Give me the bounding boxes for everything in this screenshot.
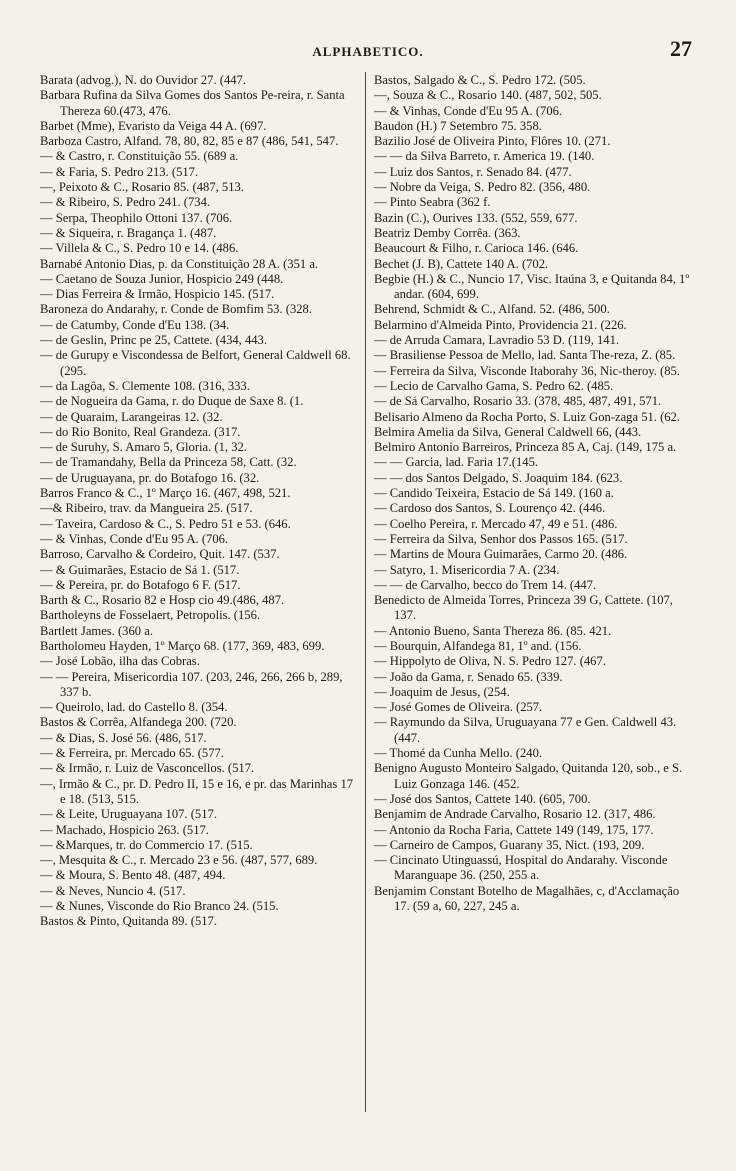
directory-entry: — de Suruhy, S. Amaro 5, Gloria. (1, 32. <box>40 440 247 455</box>
directory-entry: — & Vinhas, Conde d'Eu 95 A. (706. <box>40 531 229 546</box>
directory-entry: — &Marques, tr. do Commercio 17. (515. <box>40 837 253 852</box>
directory-entry: — José Gomes de Oliveira. (257. <box>374 700 543 715</box>
directory-entry: — de Uruguayana, pr. do Botafogo 16. (32. <box>40 470 260 485</box>
directory-entry: Bartholomeu Hayden, 1º Março 68. (177, 369, 483, 699. <box>40 638 325 653</box>
directory-entry: Bartlett James. (360 a. <box>40 623 153 638</box>
directory-entry: — & Moura, S. Bento 48. (487, 494. <box>40 868 226 883</box>
directory-entry: — Pinto Seabra (362 f. <box>374 195 491 210</box>
running-title: ALPHABETICO. <box>312 44 424 59</box>
directory-entry: Barboza Castro, Alfand. 78, 80, 82, 85 e 87 (486, 541, 547. <box>40 134 339 149</box>
directory-entry: — João da Gama, r. Senado 65. (339. <box>374 669 563 684</box>
directory-entry: Belmira Amelia da Silva, General Caldwell 66, (443. <box>374 424 642 439</box>
directory-entry: — Antonio Bueno, Santa Thereza 86. (85. 421. <box>374 623 612 638</box>
directory-entry: —, Irmão & C., pr. D. Pedro II, 15 e 16, e pr. das Marinhas 17 e 18. (513, 515. <box>40 776 354 806</box>
directory-entry: —, Peixoto & C., Rosario 85. (487, 513. <box>40 180 244 195</box>
directory-entry: — de Nogueira da Gama, r. do Duque de Saxe 8. (1. <box>40 394 304 409</box>
directory-entry: Barbara Rufina da Silva Gomes dos Santos Pe-reira, r. Santa Thereza 60.(473, 476. <box>40 88 345 118</box>
directory-entry: — José dos Santos, Cattete 140. (605, 700. <box>374 791 591 806</box>
directory-entry: — de Arruda Camara, Lavradio 53 D. (119, 141. <box>374 333 620 348</box>
directory-entry: Barth & C., Rosario 82 e Hosp cio 49.(486, 487. <box>40 593 285 608</box>
directory-entry: — Caetano de Souza Junior, Hospicio 249 (448. <box>40 271 284 286</box>
directory-entry: — de Sá Carvalho, Rosario 33. (378, 485, 487, 491, 571. <box>374 394 662 409</box>
directory-entry: Bazin (C.), Ourives 133. (552, 559, 677. <box>374 210 578 225</box>
directory-entry: —, Souza & C., Rosario 140. (487, 502, 505. <box>374 88 602 103</box>
directory-entry: — Satyro, 1. Misericordia 7 A. (234. <box>374 562 560 577</box>
directory-entry: — & Irmão, r. Luiz de Vasconcellos. (517. <box>40 761 255 776</box>
directory-entry: — — dos Santos Delgado, S. Joaquim 184. (623. <box>374 470 623 485</box>
directory-entry: Benjamim Constant Botelho de Magalhães, c, d'Acclamação 17. (59 a, 60, 227, 245 a. <box>374 883 680 914</box>
directory-entry: — de Geslin, Princ pe 25, Cattete. (434, 443. <box>40 333 267 348</box>
directory-entry: — Serpa, Theophilo Ottoni 137. (706. <box>40 210 233 225</box>
directory-entry: — do Rio Bonito, Real Grandeza. (317. <box>40 424 241 439</box>
directory-entry: — Cardoso dos Santos, S. Lourenço 42. (446. <box>374 501 606 516</box>
directory-entry: — & Neves, Nuncio 4. (517. <box>40 883 186 898</box>
directory-entry: Bartholeyns de Fosselaert, Petropolis. (156. <box>40 608 261 623</box>
directory-entry: — Brasiliense Pessoa de Mello, lad. Santa The-reza, Z. (85. <box>374 348 676 363</box>
column-divider <box>365 72 366 1112</box>
directory-entry: Beaucourt & Filho, r. Carioca 146. (646. <box>374 241 579 256</box>
directory-entry: — de Tramandahy, Bella da Princeza 58, Catt. (32. <box>40 455 297 470</box>
directory-entry: — Antonio da Rocha Faria, Cattete 149 (149, 175, 177. <box>374 822 654 837</box>
directory-entry: Benigno Augusto Monteiro Salgado, Quitanda 120, sob., e S. Luiz Gonzaga 146. (452. <box>374 761 683 791</box>
directory-entry: Bazilio José de Oliveira Pinto, Flôres 10. (271. <box>374 134 611 149</box>
directory-entry: — & Vinhas, Conde d'Eu 95 A. (706. <box>374 103 563 118</box>
directory-entry: — — da Silva Barreto, r. America 19. (140. <box>374 149 595 164</box>
directory-entry: — & Castro, r. Constituição 55. (689 a. <box>40 149 239 164</box>
directory-entry: — & Nunes, Visconde do Rio Branco 24. (515. <box>40 899 279 914</box>
directory-entry: — Thomé da Cunha Mello. (240. <box>374 746 543 761</box>
directory-entry: Belarmino d'Almeida Pinto, Providencia 21. (226. <box>374 317 627 332</box>
directory-entry: — Dias Ferreira & Irmão, Hospicio 145. (517. <box>40 287 275 302</box>
directory-entry: Baudon (H.) 7 Setembro 75. 358. <box>374 118 542 133</box>
directory-entry: Belisario Almeno da Rocha Porto, S. Luiz Gon-zaga 51. (62. <box>374 409 681 424</box>
directory-entry: — Martins de Moura Guimarães, Carmo 20. (486. <box>374 547 628 562</box>
directory-entry: — Cincinato Utinguassú, Hospital do Andarahy. Visconde Maranguape 36. (250, 255 a. <box>374 853 668 883</box>
directory-entry: — Lecio de Carvalho Gama, S. Pedro 62. (485. <box>374 378 614 393</box>
directory-entry: Barros Franco & C., 1º Março 16. (467, 498, 521. <box>40 486 291 501</box>
directory-entry: — & Leite, Uruguayana 107. (517. <box>40 807 217 822</box>
directory-entry: Belmiro Antonio Barreiros, Princeza 85 A, Caj. (149, 175 a. <box>374 440 677 455</box>
directory-entry: — Queirolo, lad. do Castello 8. (354. <box>40 700 228 715</box>
directory-entry: — — Garcia, lad. Faria 17.(145. <box>374 455 539 470</box>
directory-entry: Benjamim de Andrade Carvalho, Rosario 12. (317, 486. <box>374 807 656 822</box>
directory-entry: — Ferreira da Silva, Senhor dos Passos 165. (517. <box>374 531 628 546</box>
directory-entry: — & Ferreira, pr. Mercado 65. (577. <box>40 746 224 761</box>
directory-entry: — Coelho Pereira, r. Mercado 47, 49 e 51. (486. <box>374 516 618 531</box>
directory-entry: Begbie (H.) & C., Nuncio 17, Visc. Itaúna 3, e Quitanda 84, 1º andar. (604, 699. <box>374 271 690 302</box>
directory-entry: — José Lobão, ilha das Cobras. <box>40 654 200 669</box>
directory-entry: — & Faria, S. Pedro 213. (517. <box>40 164 199 179</box>
directory-entry: — de Catumby, Conde d'Eu 138. (34. <box>40 317 230 332</box>
directory-entry: Bastos & Pinto, Quitanda 89. (517. <box>40 914 218 929</box>
left-column <box>40 73 358 930</box>
page-header <box>0 36 736 66</box>
directory-entry: Bastos, Salgado & C., S. Pedro 172. (505. <box>374 73 586 87</box>
right-column <box>374 73 696 914</box>
directory-entry: Behrend, Schmidt & C., Alfand. 52. (486, 500. <box>374 302 610 317</box>
directory-entry: Beatriz Demby Corrêa. (363. <box>374 225 521 240</box>
directory-entry: — Carneiro de Campos, Guarany 35, Nict. (193, 209. <box>374 837 645 852</box>
directory-entry: — & Siqueira, r. Bragança 1. (487. <box>40 225 217 240</box>
directory-entry: — de Quaraim, Larangeiras 12. (32. <box>40 409 223 424</box>
directory-entry: — Bourquin, Alfandega 81, 1º and. (156. <box>374 638 582 653</box>
directory-entry: — Raymundo da Silva, Uruguayana 77 e Gen. Caldwell 43. (447. <box>374 715 677 745</box>
page-number: 27 <box>670 36 692 61</box>
directory-entry: —, Mesquita & C., r. Mercado 23 e 56. (487, 577, 689. <box>40 853 318 868</box>
directory-entry: — Candido Teixeira, Estacio de Sá 149. (160 a. <box>374 486 614 501</box>
directory-entry: — — de Carvalho, becco do Trem 14. (447. <box>374 577 597 592</box>
directory-entry: Barbet (Mme), Evaristo da Veiga 44 A. (697. <box>40 118 267 133</box>
directory-entry: — & Ribeiro, S. Pedro 241. (734. <box>40 195 211 210</box>
directory-entry: Barata (advog.), N. do Ouvidor 27. (447. <box>40 73 247 87</box>
directory-entry: — de Gurupy e Viscondessa de Belfort, General Caldwell 68. (295. <box>40 348 351 378</box>
directory-entry: Bastos & Corrêa, Alfandega 200. (720. <box>40 715 237 730</box>
directory-entry: Baroneza do Andarahy, r. Conde de Bomfim 53. (328. <box>40 302 312 317</box>
directory-entry: — & Dias, S. José 56. (486, 517. <box>40 730 207 745</box>
directory-entry: — — Pereira, Misericordia 107. (203, 246, 266, 266 b, 289, 337 b. <box>40 669 343 699</box>
directory-entry: — Nobre da Veiga, S. Pedro 82. (356, 480. <box>374 180 591 195</box>
directory-entry: — Villela & C., S. Pedro 10 e 14. (486. <box>40 241 239 256</box>
directory-entry: — Taveira, Cardoso & C., S. Pedro 51 e 53. (646. <box>40 516 291 531</box>
directory-entry: — & Pereira, pr. do Botafogo 6 F. (517. <box>40 577 241 592</box>
directory-entry: —& Ribeiro, trav. da Mangueira 25. (517. <box>40 501 253 516</box>
directory-entry: — Ferreira da Silva, Visconde Itaborahy 36, Nic-theroy. (85. <box>374 363 680 378</box>
directory-entry: Barroso, Carvalho & Cordeiro, Quit. 147. (537. <box>40 547 280 562</box>
directory-entry: — Hippolyto de Oliva, N. S. Pedro 127. (467. <box>374 654 606 669</box>
directory-entry: — & Guimarães, Estacio de Sá 1. (517. <box>40 562 240 577</box>
directory-entry: Barnabé Antonio Dias, p. da Constituição 28 A. (351 a. <box>40 256 319 271</box>
directory-entry: — da Lagôa, S. Clemente 108. (316, 333. <box>40 378 250 393</box>
directory-entry: Bechet (J. B), Cattete 140 A. (702. <box>374 256 549 271</box>
directory-entry: — Luiz dos Santos, r. Senado 84. (477. <box>374 164 572 179</box>
directory-entry: Benedicto de Almeida Torres, Princeza 39 G, Cattete. (107, 137. <box>374 593 673 623</box>
directory-entry: — Machado, Hospicio 263. (517. <box>40 822 209 837</box>
directory-entry: — Joaquim de Jesus, (254. <box>374 684 510 699</box>
